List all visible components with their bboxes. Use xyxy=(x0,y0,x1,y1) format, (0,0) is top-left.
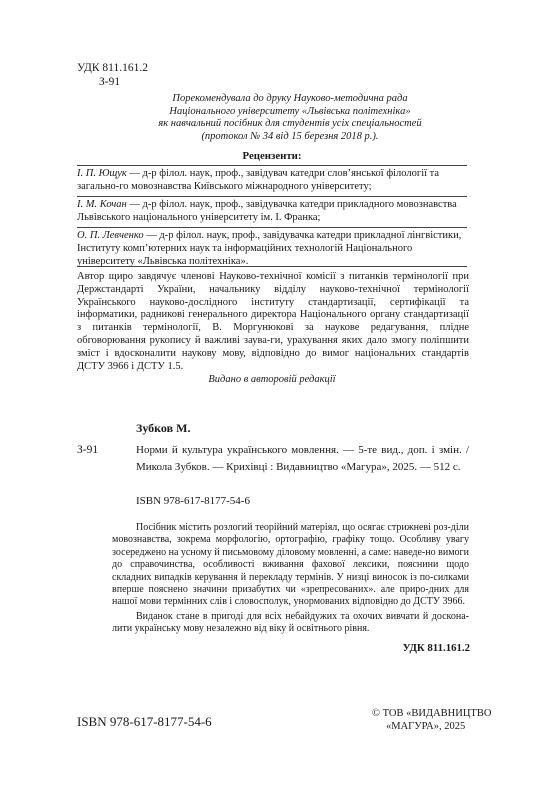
abstract xyxy=(112,522,469,636)
divider xyxy=(77,227,467,228)
copyright-line: © ТОВ «ВИДАВНИЦТВО xyxy=(372,708,492,719)
reviewer-details: — д-р філол. наук, проф., завідувачка катедри прикладної лінгвістики, Інституту комп’ютерних наук та інформаційних технологій Національного університету «Львівська політехніка». xyxy=(77,230,462,267)
reviewer-entry xyxy=(77,199,467,225)
catalog-description: Норми й культура українського мовлення. — 5-те вид., доп. і змін. / Микола Зубков. — Крихівці : Видавництво «Магура», 2025. — 512 с. xyxy=(136,444,469,473)
divider xyxy=(77,196,467,197)
reviewer-name: О. П. Левченко xyxy=(77,230,144,241)
udk-code: УДК 811.161.2 xyxy=(77,62,148,74)
acknowledgement: Автор щиро завдячує членові Науково-технічної комісії з питанків термінології при Держстандарті України, начальнику відділу науково-технічної термінології Українського науково-дослідного інституту стандартизації, сертифікації та інформатики, радникові генерального директора Національного органу стандартизації з питанків термінології, В. Моргунюкові за наукове редагування, плідне обговорювання рукопису й важливі заува-ги, урахування яких дало змогу поліпшити зміст і вдосконалити наукову мову, відповідно до вимог національних стандартів ДСТУ 3966 і ДСТУ 1.5. xyxy=(77,271,469,372)
reviewer-name: І. М. Кочан xyxy=(77,199,127,210)
abstract-paragraph: Виданок стане в пригоді для всіх небайдужих та охочих вивчати й доскона-лити українську мову незалежно від віку й освітнього рівня. xyxy=(112,610,469,635)
recommendation-line: Національного університету «Львівська політехніка» xyxy=(169,105,411,117)
reviewer-name: І. П. Ющук xyxy=(77,168,127,179)
copyright xyxy=(372,708,497,733)
reviewer-entry xyxy=(77,168,467,194)
divider xyxy=(77,266,467,267)
catalog-isbn: ISBN 978-617-8177-54-6 xyxy=(136,495,250,507)
catalog-code: З-91 xyxy=(77,444,99,456)
reviewer-details: — д-р філол. наук, проф., завідувач катедри слов’янської філології та загально-го мовознавства Київського міжнародного університету; xyxy=(77,168,440,192)
author-mark: З-91 xyxy=(99,75,121,88)
reviewer-details: — д-р філол. наук, проф., завідувачка катедри прикладного мовознавства Львівського національного університету ім. І. Франка; xyxy=(77,199,457,223)
classification-block xyxy=(77,62,148,89)
reviewers-title: Рецензенти: xyxy=(242,150,302,162)
recommendation-line: Порекомендувала до друку Науково-методична рада xyxy=(172,93,408,104)
isbn-bottom: ISBN 978-617-8177-54-6 xyxy=(77,714,212,729)
reviewer-entry xyxy=(77,230,467,268)
divider xyxy=(77,165,467,166)
edition-note: Видано в авторовій редакції xyxy=(208,374,336,385)
udk-bottom: УДК 811.161.2 xyxy=(402,642,470,654)
catalog-author: Зубков М. xyxy=(136,421,191,435)
abstract-paragraph: Посібник містить розлогий теорійний матеріял, що осягає стрижневі роз-діли мовознавства, зокрема морфологію, ортографію, графіку тощо. Особливу увагу зосереджено на усному й письмовому діловому мовленні, а саме: наведе-но вимоги до справочинства, особливості вживання фахової лексики, пояснини щодо складних випадків керування й перекладу термінів. У низці виносок із по-силками вперше пояснено значини призабутих чи «зрепресованих». але приро-дних для нашої мови термінних слів і словосполук, унормованих відповідно до ДСТУ 3966. xyxy=(112,522,469,608)
recommendation-line: (протокол № 34 від 15 березня 2018 р.). xyxy=(201,130,379,142)
copyright-line: «МАГУРА», 2025 xyxy=(386,720,466,732)
recommendation-note xyxy=(140,93,440,143)
recommendation-line: як навчальний посібник для студентів усіх спеціальностей xyxy=(158,118,422,130)
